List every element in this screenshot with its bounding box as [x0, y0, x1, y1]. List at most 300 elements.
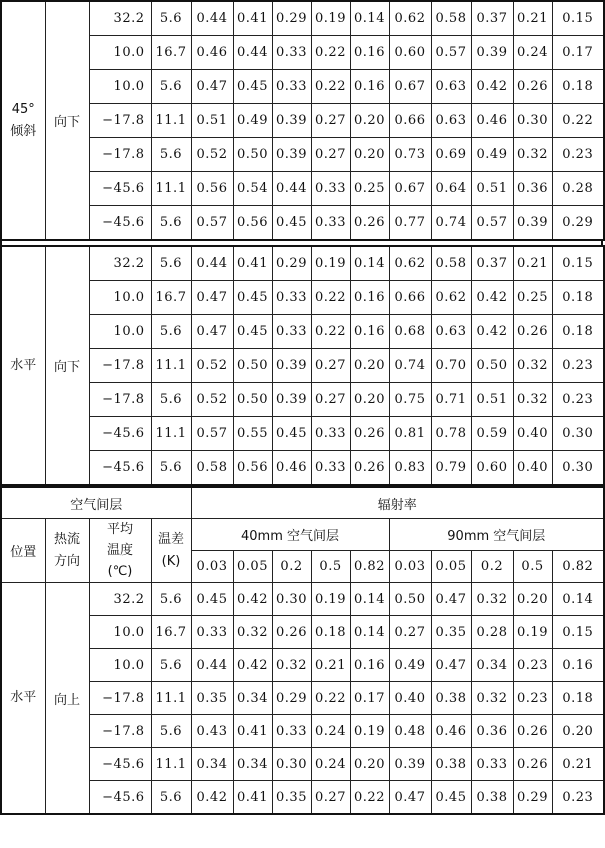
value-cell: 0.20 [513, 583, 552, 616]
value-cell: 0.70 [431, 349, 471, 383]
value-cell: 0.14 [350, 616, 389, 649]
position-header: 位置 [1, 519, 45, 583]
heat-flow-direction-cell: 向下 [45, 1, 89, 240]
temperature-difference-cell: 5.6 [151, 206, 191, 241]
value-cell: 0.69 [431, 138, 471, 172]
table-row [1, 1, 604, 36]
value-cell: 0.14 [350, 1, 389, 36]
temperature-difference-cell: 16.7 [151, 281, 191, 315]
value-cell: 0.38 [431, 748, 471, 781]
value-cell: 0.22 [311, 36, 350, 70]
table-row [1, 206, 604, 241]
table-row [1, 715, 604, 748]
temperature-difference-cell: 5.6 [151, 1, 191, 36]
value-cell: 0.26 [513, 748, 552, 781]
value-cell: 0.54 [233, 172, 272, 206]
value-cell: 0.39 [272, 383, 311, 417]
layer-40mm-header: 40mm 空气间层 [191, 519, 389, 551]
value-cell: 0.42 [233, 649, 272, 682]
emissivity-value-header: 0.5 [311, 551, 350, 583]
value-cell: 0.75 [389, 383, 431, 417]
value-cell: 0.20 [350, 748, 389, 781]
value-cell: 0.20 [552, 715, 604, 748]
value-cell: 0.47 [191, 281, 233, 315]
mean-temperature-header: 平均 温度 (℃) [89, 519, 151, 583]
value-cell: 0.25 [350, 172, 389, 206]
value-cell: 0.44 [272, 172, 311, 206]
value-cell: 0.62 [389, 246, 431, 281]
table-row [1, 70, 604, 104]
value-cell: 0.16 [552, 649, 604, 682]
value-cell: 0.23 [513, 649, 552, 682]
value-cell: 0.34 [233, 748, 272, 781]
mean-temperature-cell: 32.2 [89, 246, 151, 281]
value-cell: 0.22 [350, 781, 389, 815]
value-cell: 0.30 [272, 748, 311, 781]
value-cell: 0.33 [471, 748, 513, 781]
value-cell: 0.47 [431, 583, 471, 616]
temperature-difference-cell: 11.1 [151, 349, 191, 383]
table-row [1, 315, 604, 349]
value-cell: 0.73 [389, 138, 431, 172]
value-cell: 0.22 [311, 682, 350, 715]
value-cell: 0.21 [552, 748, 604, 781]
value-cell: 0.30 [552, 417, 604, 451]
value-cell: 0.18 [552, 315, 604, 349]
table-row [1, 104, 604, 138]
value-cell: 0.33 [272, 281, 311, 315]
emissivity-value-header: 0.2 [471, 551, 513, 583]
value-cell: 0.45 [191, 583, 233, 616]
value-cell: 0.52 [191, 138, 233, 172]
mean-temperature-cell: −17.8 [89, 715, 151, 748]
value-cell: 0.27 [311, 781, 350, 815]
value-cell: 0.74 [389, 349, 431, 383]
value-cell: 0.32 [513, 349, 552, 383]
value-cell: 0.35 [272, 781, 311, 815]
value-cell: 0.18 [552, 70, 604, 104]
value-cell: 0.32 [471, 583, 513, 616]
value-cell: 0.58 [431, 246, 471, 281]
value-cell: 0.41 [233, 715, 272, 748]
value-cell: 0.50 [233, 383, 272, 417]
temperature-difference-cell: 11.1 [151, 682, 191, 715]
heat-flow-direction-header: 热流 方向 [45, 519, 89, 583]
value-cell: 0.66 [389, 104, 431, 138]
value-cell: 0.60 [389, 36, 431, 70]
temperature-difference-cell: 16.7 [151, 616, 191, 649]
value-cell: 0.45 [431, 781, 471, 815]
table-row [1, 649, 604, 682]
value-cell: 0.36 [471, 715, 513, 748]
value-cell: 0.52 [191, 383, 233, 417]
table-row [1, 616, 604, 649]
value-cell: 0.45 [272, 206, 311, 241]
value-cell: 0.55 [233, 417, 272, 451]
value-cell: 0.56 [233, 206, 272, 241]
value-cell: 0.20 [350, 104, 389, 138]
value-cell: 0.50 [471, 349, 513, 383]
value-cell: 0.42 [471, 281, 513, 315]
value-cell: 0.28 [471, 616, 513, 649]
value-cell: 0.40 [513, 451, 552, 486]
temperature-difference-cell: 11.1 [151, 172, 191, 206]
value-cell: 0.39 [272, 349, 311, 383]
value-cell: 0.44 [191, 1, 233, 36]
air-layer-header: 空气间层 [1, 487, 191, 519]
value-cell: 0.42 [471, 70, 513, 104]
value-cell: 0.35 [431, 616, 471, 649]
value-cell: 0.35 [191, 682, 233, 715]
table-row [1, 417, 604, 451]
value-cell: 0.59 [471, 417, 513, 451]
temperature-difference-cell: 5.6 [151, 383, 191, 417]
value-cell: 0.45 [233, 315, 272, 349]
emissivity-value-header: 0.5 [513, 551, 552, 583]
mean-temperature-cell: −17.8 [89, 349, 151, 383]
temperature-difference-cell: 5.6 [151, 781, 191, 815]
emissivity-value-header: 0.03 [389, 551, 431, 583]
value-cell: 0.19 [350, 715, 389, 748]
table-horizontal-downward [0, 245, 605, 486]
emissivity-header: 辐射率 [191, 487, 604, 519]
value-cell: 0.47 [431, 649, 471, 682]
temperature-difference-cell: 5.6 [151, 246, 191, 281]
value-cell: 0.47 [191, 70, 233, 104]
value-cell: 0.15 [552, 246, 604, 281]
mean-temperature-cell: 32.2 [89, 583, 151, 616]
value-cell: 0.46 [431, 715, 471, 748]
value-cell: 0.26 [350, 206, 389, 241]
table-row [1, 748, 604, 781]
value-cell: 0.67 [389, 172, 431, 206]
value-cell: 0.50 [233, 349, 272, 383]
value-cell: 0.60 [471, 451, 513, 486]
value-cell: 0.41 [233, 246, 272, 281]
value-cell: 0.37 [471, 246, 513, 281]
position-cell: 水平 [1, 246, 45, 485]
value-cell: 0.20 [350, 349, 389, 383]
mean-temperature-cell: −45.6 [89, 172, 151, 206]
mean-temperature-cell: −17.8 [89, 383, 151, 417]
position-cell: 水平 [1, 583, 45, 815]
value-cell: 0.22 [311, 315, 350, 349]
value-cell: 0.34 [233, 682, 272, 715]
value-cell: 0.29 [513, 781, 552, 815]
value-cell: 0.83 [389, 451, 431, 486]
value-cell: 0.30 [272, 583, 311, 616]
temperature-difference-cell: 11.1 [151, 104, 191, 138]
value-cell: 0.51 [471, 383, 513, 417]
value-cell: 0.30 [552, 451, 604, 486]
value-cell: 0.37 [471, 1, 513, 36]
mean-temperature-cell: 10.0 [89, 281, 151, 315]
position-cell: 45° 倾斜 [1, 1, 45, 240]
value-cell: 0.57 [191, 417, 233, 451]
mean-temperature-cell: −17.8 [89, 138, 151, 172]
value-cell: 0.40 [389, 682, 431, 715]
value-cell: 0.42 [471, 315, 513, 349]
table-row [1, 781, 604, 815]
value-cell: 0.22 [311, 281, 350, 315]
value-cell: 0.26 [350, 451, 389, 486]
value-cell: 0.39 [389, 748, 431, 781]
value-cell: 0.27 [311, 104, 350, 138]
temperature-difference-cell: 5.6 [151, 649, 191, 682]
value-cell: 0.29 [272, 1, 311, 36]
value-cell: 0.28 [552, 172, 604, 206]
value-cell: 0.49 [471, 138, 513, 172]
value-cell: 0.74 [431, 206, 471, 241]
mean-temperature-cell: 32.2 [89, 1, 151, 36]
value-cell: 0.41 [233, 781, 272, 815]
value-cell: 0.32 [272, 649, 311, 682]
value-cell: 0.39 [513, 206, 552, 241]
value-cell: 0.16 [350, 36, 389, 70]
value-cell: 0.68 [389, 315, 431, 349]
value-cell: 0.19 [311, 246, 350, 281]
value-cell: 0.22 [311, 70, 350, 104]
value-cell: 0.63 [431, 70, 471, 104]
value-cell: 0.32 [233, 616, 272, 649]
value-cell: 0.22 [552, 104, 604, 138]
value-cell: 0.40 [513, 417, 552, 451]
table-row [1, 138, 604, 172]
value-cell: 0.57 [471, 206, 513, 241]
mean-temperature-cell: 10.0 [89, 36, 151, 70]
mean-temperature-cell: −45.6 [89, 781, 151, 815]
value-cell: 0.14 [350, 246, 389, 281]
value-cell: 0.44 [191, 246, 233, 281]
value-cell: 0.26 [272, 616, 311, 649]
emissivity-value-header: 0.05 [431, 551, 471, 583]
value-cell: 0.19 [513, 616, 552, 649]
table-horizontal-upward [0, 486, 605, 815]
value-cell: 0.62 [431, 281, 471, 315]
table-45deg-downward [0, 0, 605, 241]
value-cell: 0.18 [552, 281, 604, 315]
emissivity-value-header: 0.2 [272, 551, 311, 583]
value-cell: 0.32 [513, 138, 552, 172]
value-cell: 0.45 [233, 281, 272, 315]
value-cell: 0.16 [350, 649, 389, 682]
value-cell: 0.33 [272, 315, 311, 349]
mean-temperature-cell: −45.6 [89, 417, 151, 451]
value-cell: 0.44 [191, 649, 233, 682]
value-cell: 0.23 [552, 383, 604, 417]
temperature-difference-cell: 5.6 [151, 451, 191, 486]
value-cell: 0.51 [191, 104, 233, 138]
value-cell: 0.77 [389, 206, 431, 241]
value-cell: 0.14 [552, 583, 604, 616]
heat-flow-direction-cell: 向上 [45, 583, 89, 815]
temperature-difference-cell: 5.6 [151, 138, 191, 172]
value-cell: 0.78 [431, 417, 471, 451]
value-cell: 0.63 [431, 315, 471, 349]
value-cell: 0.42 [233, 583, 272, 616]
value-cell: 0.26 [513, 70, 552, 104]
mean-temperature-cell: 10.0 [89, 315, 151, 349]
value-cell: 0.58 [431, 1, 471, 36]
value-cell: 0.33 [311, 172, 350, 206]
heat-flow-direction-cell: 向下 [45, 246, 89, 485]
value-cell: 0.33 [311, 206, 350, 241]
value-cell: 0.51 [471, 172, 513, 206]
value-cell: 0.24 [311, 715, 350, 748]
value-cell: 0.33 [311, 417, 350, 451]
table-row [1, 172, 604, 206]
value-cell: 0.67 [389, 70, 431, 104]
mean-temperature-cell: −17.8 [89, 104, 151, 138]
table-row [1, 682, 604, 715]
value-cell: 0.38 [431, 682, 471, 715]
value-cell: 0.24 [311, 748, 350, 781]
value-cell: 0.48 [389, 715, 431, 748]
value-cell: 0.66 [389, 281, 431, 315]
layer-90mm-header: 90mm 空气间层 [389, 519, 604, 551]
value-cell: 0.42 [191, 781, 233, 815]
value-cell: 0.62 [389, 1, 431, 36]
mean-temperature-cell: −45.6 [89, 748, 151, 781]
value-cell: 0.32 [513, 383, 552, 417]
value-cell: 0.20 [350, 138, 389, 172]
value-cell: 0.49 [389, 649, 431, 682]
temperature-difference-cell: 16.7 [151, 36, 191, 70]
value-cell: 0.43 [191, 715, 233, 748]
value-cell: 0.63 [431, 104, 471, 138]
value-cell: 0.33 [311, 451, 350, 486]
table-row [1, 451, 604, 486]
value-cell: 0.71 [431, 383, 471, 417]
value-cell: 0.50 [233, 138, 272, 172]
value-cell: 0.46 [272, 451, 311, 486]
value-cell: 0.16 [350, 281, 389, 315]
emissivity-value-header: 0.03 [191, 551, 233, 583]
value-cell: 0.39 [272, 138, 311, 172]
value-cell: 0.16 [350, 315, 389, 349]
value-cell: 0.17 [552, 36, 604, 70]
value-cell: 0.26 [513, 715, 552, 748]
value-cell: 0.21 [513, 246, 552, 281]
value-cell: 0.23 [552, 138, 604, 172]
mean-temperature-cell: −17.8 [89, 682, 151, 715]
value-cell: 0.81 [389, 417, 431, 451]
table-row [1, 349, 604, 383]
temperature-difference-cell: 11.1 [151, 748, 191, 781]
value-cell: 0.41 [233, 1, 272, 36]
value-cell: 0.34 [471, 649, 513, 682]
value-cell: 0.58 [191, 451, 233, 486]
value-cell: 0.39 [471, 36, 513, 70]
table-row [1, 36, 604, 70]
table-row [1, 281, 604, 315]
mean-temperature-cell: −45.6 [89, 451, 151, 486]
value-cell: 0.32 [471, 682, 513, 715]
value-cell: 0.44 [233, 36, 272, 70]
temperature-difference-cell: 11.1 [151, 417, 191, 451]
value-cell: 0.27 [389, 616, 431, 649]
value-cell: 0.27 [311, 138, 350, 172]
value-cell: 0.20 [350, 383, 389, 417]
emissivity-value-header: 0.82 [350, 551, 389, 583]
value-cell: 0.25 [513, 281, 552, 315]
value-cell: 0.47 [389, 781, 431, 815]
value-cell: 0.57 [431, 36, 471, 70]
value-cell: 0.39 [272, 104, 311, 138]
value-cell: 0.36 [513, 172, 552, 206]
value-cell: 0.46 [471, 104, 513, 138]
temperature-difference-cell: 5.6 [151, 315, 191, 349]
temperature-difference-cell: 5.6 [151, 715, 191, 748]
value-cell: 0.16 [350, 70, 389, 104]
table-row [1, 246, 604, 281]
value-cell: 0.45 [272, 417, 311, 451]
value-cell: 0.23 [513, 682, 552, 715]
value-cell: 0.23 [552, 349, 604, 383]
table-row [1, 383, 604, 417]
table-row [1, 583, 604, 616]
value-cell: 0.14 [350, 583, 389, 616]
mean-temperature-cell: 10.0 [89, 70, 151, 104]
value-cell: 0.33 [272, 36, 311, 70]
emissivity-value-header: 0.05 [233, 551, 272, 583]
value-cell: 0.29 [552, 206, 604, 241]
value-cell: 0.46 [191, 36, 233, 70]
value-cell: 0.33 [191, 616, 233, 649]
value-cell: 0.34 [191, 748, 233, 781]
value-cell: 0.17 [350, 682, 389, 715]
temperature-difference-cell: 5.6 [151, 583, 191, 616]
emissivity-value-header: 0.82 [552, 551, 604, 583]
value-cell: 0.19 [311, 1, 350, 36]
value-cell: 0.15 [552, 1, 604, 36]
temperature-difference-cell: 5.6 [151, 70, 191, 104]
value-cell: 0.21 [513, 1, 552, 36]
mean-temperature-cell: −45.6 [89, 206, 151, 241]
value-cell: 0.23 [552, 781, 604, 815]
value-cell: 0.79 [431, 451, 471, 486]
value-cell: 0.21 [311, 649, 350, 682]
value-cell: 0.30 [513, 104, 552, 138]
value-cell: 0.15 [552, 616, 604, 649]
mean-temperature-cell: 10.0 [89, 649, 151, 682]
value-cell: 0.45 [233, 70, 272, 104]
value-cell: 0.50 [389, 583, 431, 616]
value-cell: 0.18 [311, 616, 350, 649]
value-cell: 0.38 [471, 781, 513, 815]
value-cell: 0.18 [552, 682, 604, 715]
temperature-difference-header: 温差 (K) [151, 519, 191, 583]
value-cell: 0.24 [513, 36, 552, 70]
value-cell: 0.56 [191, 172, 233, 206]
value-cell: 0.29 [272, 682, 311, 715]
value-cell: 0.33 [272, 70, 311, 104]
value-cell: 0.29 [272, 246, 311, 281]
value-cell: 0.57 [191, 206, 233, 241]
value-cell: 0.27 [311, 349, 350, 383]
value-cell: 0.52 [191, 349, 233, 383]
value-cell: 0.47 [191, 315, 233, 349]
value-cell: 0.49 [233, 104, 272, 138]
value-cell: 0.56 [233, 451, 272, 486]
value-cell: 0.19 [311, 583, 350, 616]
value-cell: 0.64 [431, 172, 471, 206]
value-cell: 0.26 [350, 417, 389, 451]
value-cell: 0.26 [513, 315, 552, 349]
value-cell: 0.33 [272, 715, 311, 748]
mean-temperature-cell: 10.0 [89, 616, 151, 649]
value-cell: 0.27 [311, 383, 350, 417]
